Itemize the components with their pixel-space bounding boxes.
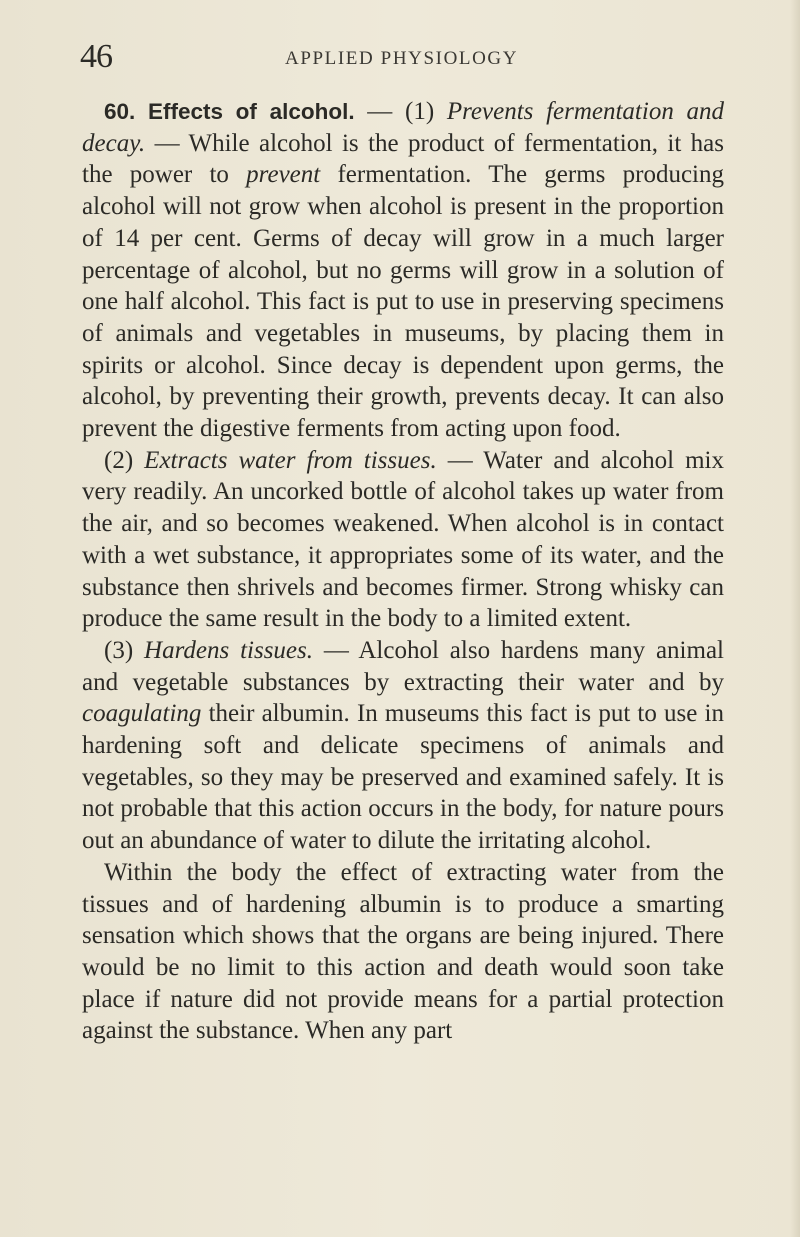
- page-header: [80, 38, 730, 88]
- p3-lead: (3): [104, 636, 145, 664]
- paragraph-3: [82, 635, 724, 857]
- running-title: APPLIED PHYSIOLOGY: [285, 48, 519, 69]
- p1-emphasis: prevent: [246, 161, 321, 189]
- p2-lead: (2): [104, 446, 145, 474]
- p1-text-a: — While alcohol is the product of fermentation, it has the power to: [82, 129, 724, 189]
- p3-text-b: their albumin. In museums this fact is put to use in hardening soft and delicate specimens of animals and vegetables, so they may be preserved and examined safely. It is not probable that this action occurs in the body, for nature pours out an abundance of water to dilute the irritating alcohol.: [82, 700, 724, 855]
- p2-heading: Extracts water from tissues.: [144, 446, 437, 474]
- body-text: [82, 96, 724, 1047]
- p1-heading: Prevents fermentation and decay.: [82, 98, 725, 157]
- paragraph-4: [82, 857, 724, 1047]
- paragraph-1: [82, 96, 724, 445]
- page-edge-shadow: [790, 0, 800, 1237]
- section-number: 60.: [104, 99, 136, 124]
- p3-text-a: — Alcohol also hardens many animal and vegetable substances by extracting their water and by: [82, 636, 724, 696]
- p3-emphasis: coagulating: [82, 700, 202, 728]
- p4-text: Within the body the effect of extracting water from the tissues and of hardening albumin is to produce a smarting sensation which shows that the organs are being injured. There would be no limit to this action and death would soon take place if nature did not provide means for a partial protection against the substance. When any part: [82, 858, 724, 1045]
- p1-lead: — (1): [354, 98, 447, 125]
- p1-text-b: fermentation. The germs producing alcohol will not grow when alcohol is present in the proportion of 14 per cent. Germs of decay will grow in a much larger percentage of alcohol, but no germs will grow in a solution of one half alcohol. This fact is put to use in preserving specimens of animals and vegetables in museums, by placing them in spirits or alcohol. Since decay is dependent upon germs, the alcohol, by preventing their growth, prevents decay. It can also prevent the digestive ferments from acting upon food.: [82, 161, 724, 443]
- p3-heading: Hardens tissues.: [144, 636, 314, 664]
- p2-text: — Water and alcohol mix very readily. An uncorked bottle of alcohol takes up water from the air, and so becomes weakened. When alcohol is in contact with a wet substance, it appropriates some of its water, and the substance then shrivels and becomes firmer. Strong whisky can produce the same result in the body to a limited extent.: [82, 446, 724, 633]
- section-title: Effects of alcohol.: [147, 99, 355, 124]
- page-number: 46: [80, 38, 112, 75]
- paragraph-2: [82, 445, 724, 635]
